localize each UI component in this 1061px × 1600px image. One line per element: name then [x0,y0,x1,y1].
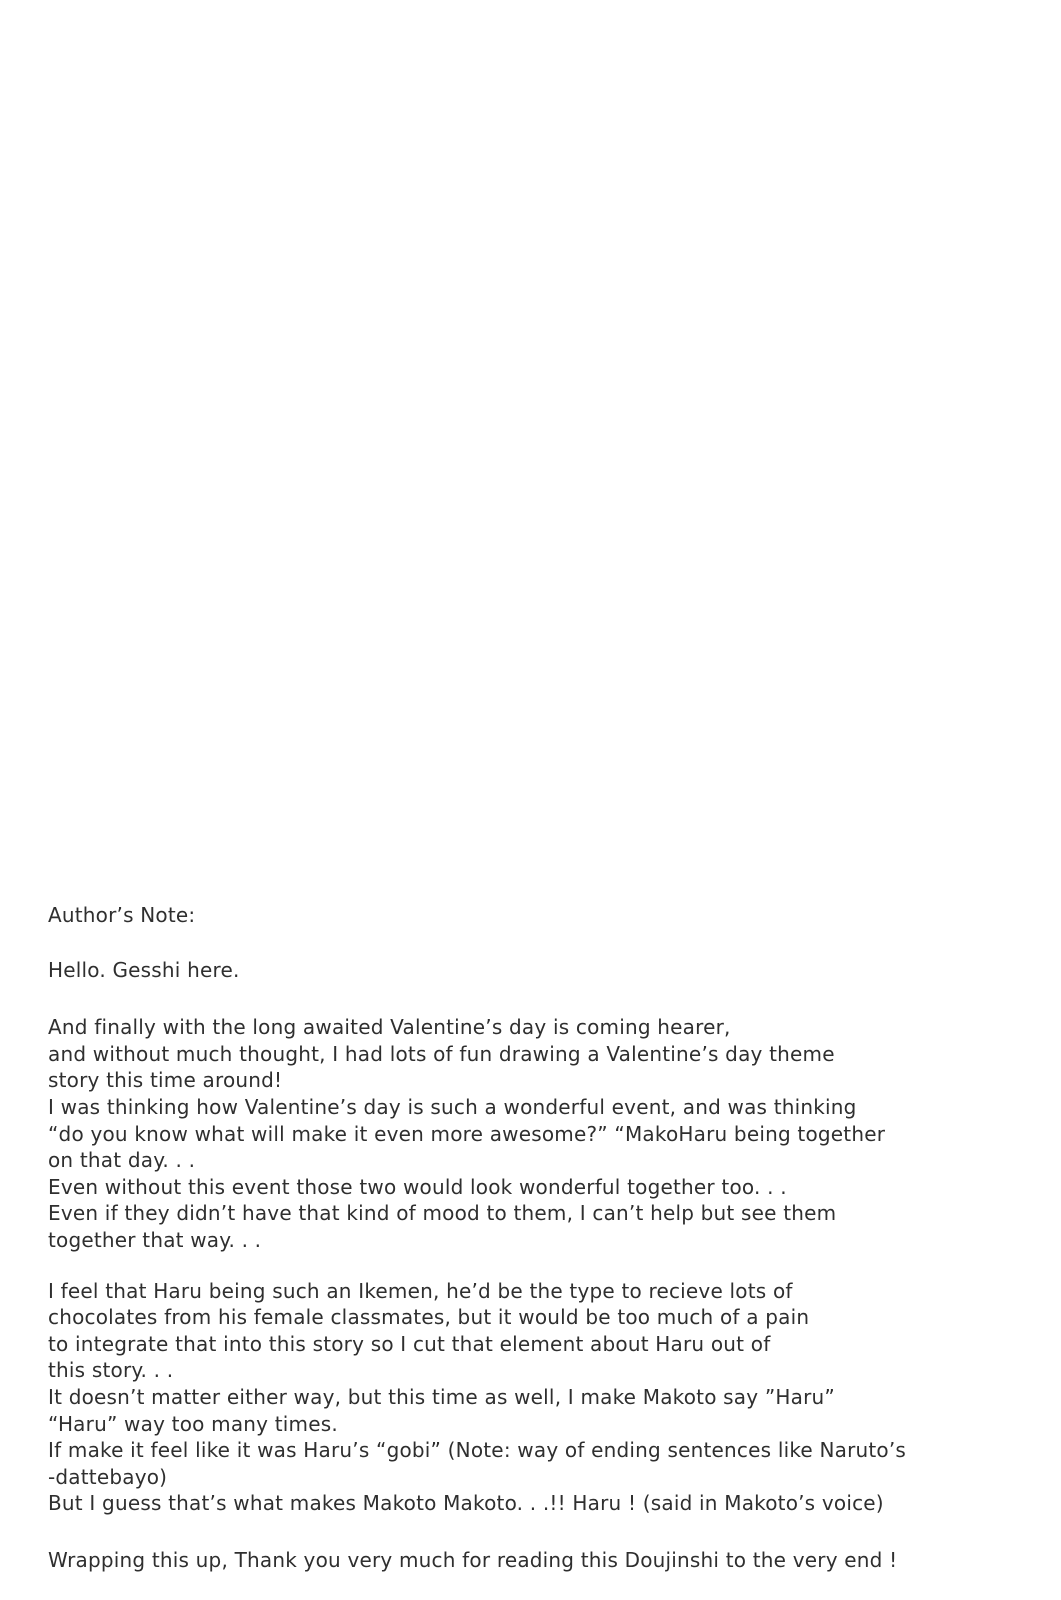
note-line: and without much thought, I had lots of fun drawing a Valentine’s day theme [48,1041,835,1066]
note-line: If make it feel like it was Haru’s “gobi” (Note: way of ending sentences like Naruto’s [48,1438,907,1463]
note-line: together that way. . . [48,1227,262,1252]
note-line: Even without this event those two would look wonderful together too. . . [48,1174,787,1199]
note-line: “do you know what will make it even more awesome?” “MakoHaru being together [48,1121,886,1146]
note-line: I was thinking how Valentine’s day is such a wonderful event, and was thinking [48,1094,857,1119]
note-line: this story. . . [48,1358,174,1383]
note-line: But I guess that’s what makes Makoto Makoto. . .!! Haru ! (said in Makoto’s voice) [48,1491,884,1516]
note-line: Even if they didn’t have that kind of mood to them, I can’t help but see them [48,1201,837,1226]
note-line: to integrate that into this story so I cut that element about Haru out of [48,1331,771,1356]
note-line: And finally with the long awaited Valentine’s day is coming hearer, [48,1015,731,1040]
note-line: on that day. . . [48,1148,196,1173]
note-line: I feel that Haru being such an Ikemen, he’d be the type to recieve lots of [48,1278,793,1303]
note-paragraph-1 [48,1014,1028,1253]
note-title: Author’s Note: [48,903,196,927]
note-line: It doesn’t matter either way, but this time as well, I make Makoto say ”Haru” [48,1384,835,1409]
note-line: “Haru” way too many times. [48,1411,338,1436]
note-greeting: Hello. Gesshi here. [48,957,240,982]
authors-note [48,902,1028,1573]
note-line: story this time around! [48,1068,283,1093]
note-line: -dattebayo) [48,1464,168,1489]
note-paragraph-2 [48,1278,1028,1517]
note-closing: Wrapping this up, Thank you very much for reading this Doujinshi to the very end ! [48,1547,898,1572]
note-line: chocolates from his female classmates, but it would be too much of a pain [48,1305,810,1330]
